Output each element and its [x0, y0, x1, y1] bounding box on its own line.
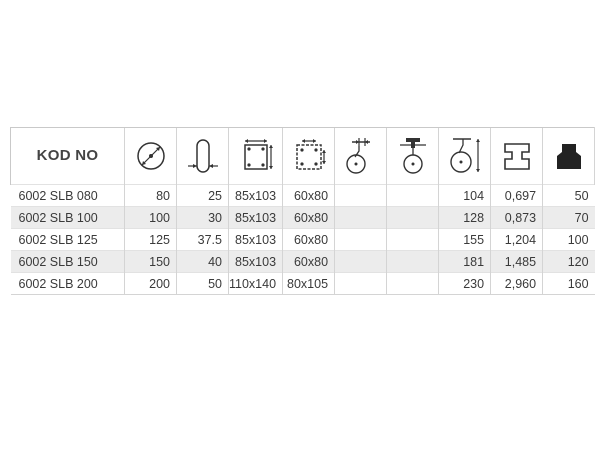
- weight-icon: [554, 139, 584, 173]
- height-cell: 128: [439, 207, 491, 229]
- holes-cell: 60x80: [283, 207, 335, 229]
- offset-cell: [335, 273, 387, 295]
- holes-cell: 60x80: [283, 229, 335, 251]
- plate-size-icon: [238, 137, 274, 175]
- diameter-cell: 80: [125, 185, 177, 207]
- diameter-cell: 200: [125, 273, 177, 295]
- code-cell: 6002 SLB 080: [11, 185, 125, 207]
- width-cell: 30: [177, 207, 229, 229]
- weight-cell: 100: [543, 229, 595, 251]
- width-cell: 40: [177, 251, 229, 273]
- table-row: [11, 251, 595, 273]
- table-row: [11, 207, 595, 229]
- width-cell: 25: [177, 185, 229, 207]
- wheel-diameter-icon: [135, 140, 167, 172]
- offset-cell: [335, 251, 387, 273]
- weight-cell: 160: [543, 273, 595, 295]
- bolt-diameter-icon: [396, 136, 430, 176]
- width-cell: 37.5: [177, 229, 229, 251]
- load-cell: 0,873: [491, 207, 543, 229]
- load-header: [491, 128, 543, 185]
- table-row: [11, 185, 595, 207]
- plate-cell: 85x103: [229, 185, 283, 207]
- bolt-cell: [387, 185, 439, 207]
- offset-icon: [344, 136, 378, 176]
- table-row: [11, 273, 595, 295]
- offset-cell: [335, 185, 387, 207]
- offset-cell: [335, 207, 387, 229]
- plate-cell: 85x103: [229, 207, 283, 229]
- load-capacity-icon: [502, 139, 532, 173]
- load-cell: 0,697: [491, 185, 543, 207]
- wheel-width-icon: [186, 137, 220, 175]
- weight-header: [543, 128, 595, 185]
- bolt-cell: [387, 273, 439, 295]
- bolt-hole-spacing-icon: [291, 137, 327, 175]
- code-cell: 6002 SLB 125: [11, 229, 125, 251]
- holes-cell: 60x80: [283, 251, 335, 273]
- diameter-cell: 125: [125, 229, 177, 251]
- table-row: [11, 229, 595, 251]
- bolt-header: [387, 128, 439, 185]
- plate-cell: 85x103: [229, 229, 283, 251]
- plate-header: [229, 128, 283, 185]
- holes-cell: 80x105: [283, 273, 335, 295]
- plate-cell: 85x103: [229, 251, 283, 273]
- diameter-header: [125, 128, 177, 185]
- load-cell: 2,960: [491, 273, 543, 295]
- code-cell: 6002 SLB 100: [11, 207, 125, 229]
- height-cell: 155: [439, 229, 491, 251]
- height-cell: 104: [439, 185, 491, 207]
- width-cell: 50: [177, 273, 229, 295]
- width-header: [177, 128, 229, 185]
- height-header: [439, 128, 491, 185]
- code-cell: 6002 SLB 150: [11, 251, 125, 273]
- code-cell: 6002 SLB 200: [11, 273, 125, 295]
- height-cell: 181: [439, 251, 491, 273]
- weight-cell: 70: [543, 207, 595, 229]
- diameter-cell: 100: [125, 207, 177, 229]
- diameter-cell: 150: [125, 251, 177, 273]
- holes-cell: 60x80: [283, 185, 335, 207]
- height-cell: 230: [439, 273, 491, 295]
- header-row: [11, 128, 595, 185]
- bolt-cell: [387, 207, 439, 229]
- offset-cell: [335, 229, 387, 251]
- bolt-cell: [387, 251, 439, 273]
- weight-cell: 120: [543, 251, 595, 273]
- code-header-label: KOD NO: [36, 147, 99, 164]
- bolt-cell: [387, 229, 439, 251]
- code-header: [11, 128, 125, 185]
- load-cell: 1,204: [491, 229, 543, 251]
- weight-cell: 50: [543, 185, 595, 207]
- overall-height-icon: [447, 135, 483, 177]
- offset-header: [335, 128, 387, 185]
- plate-cell: 110x140: [229, 273, 283, 295]
- spec-table: [10, 127, 595, 295]
- holes-header: [283, 128, 335, 185]
- load-cell: 1,485: [491, 251, 543, 273]
